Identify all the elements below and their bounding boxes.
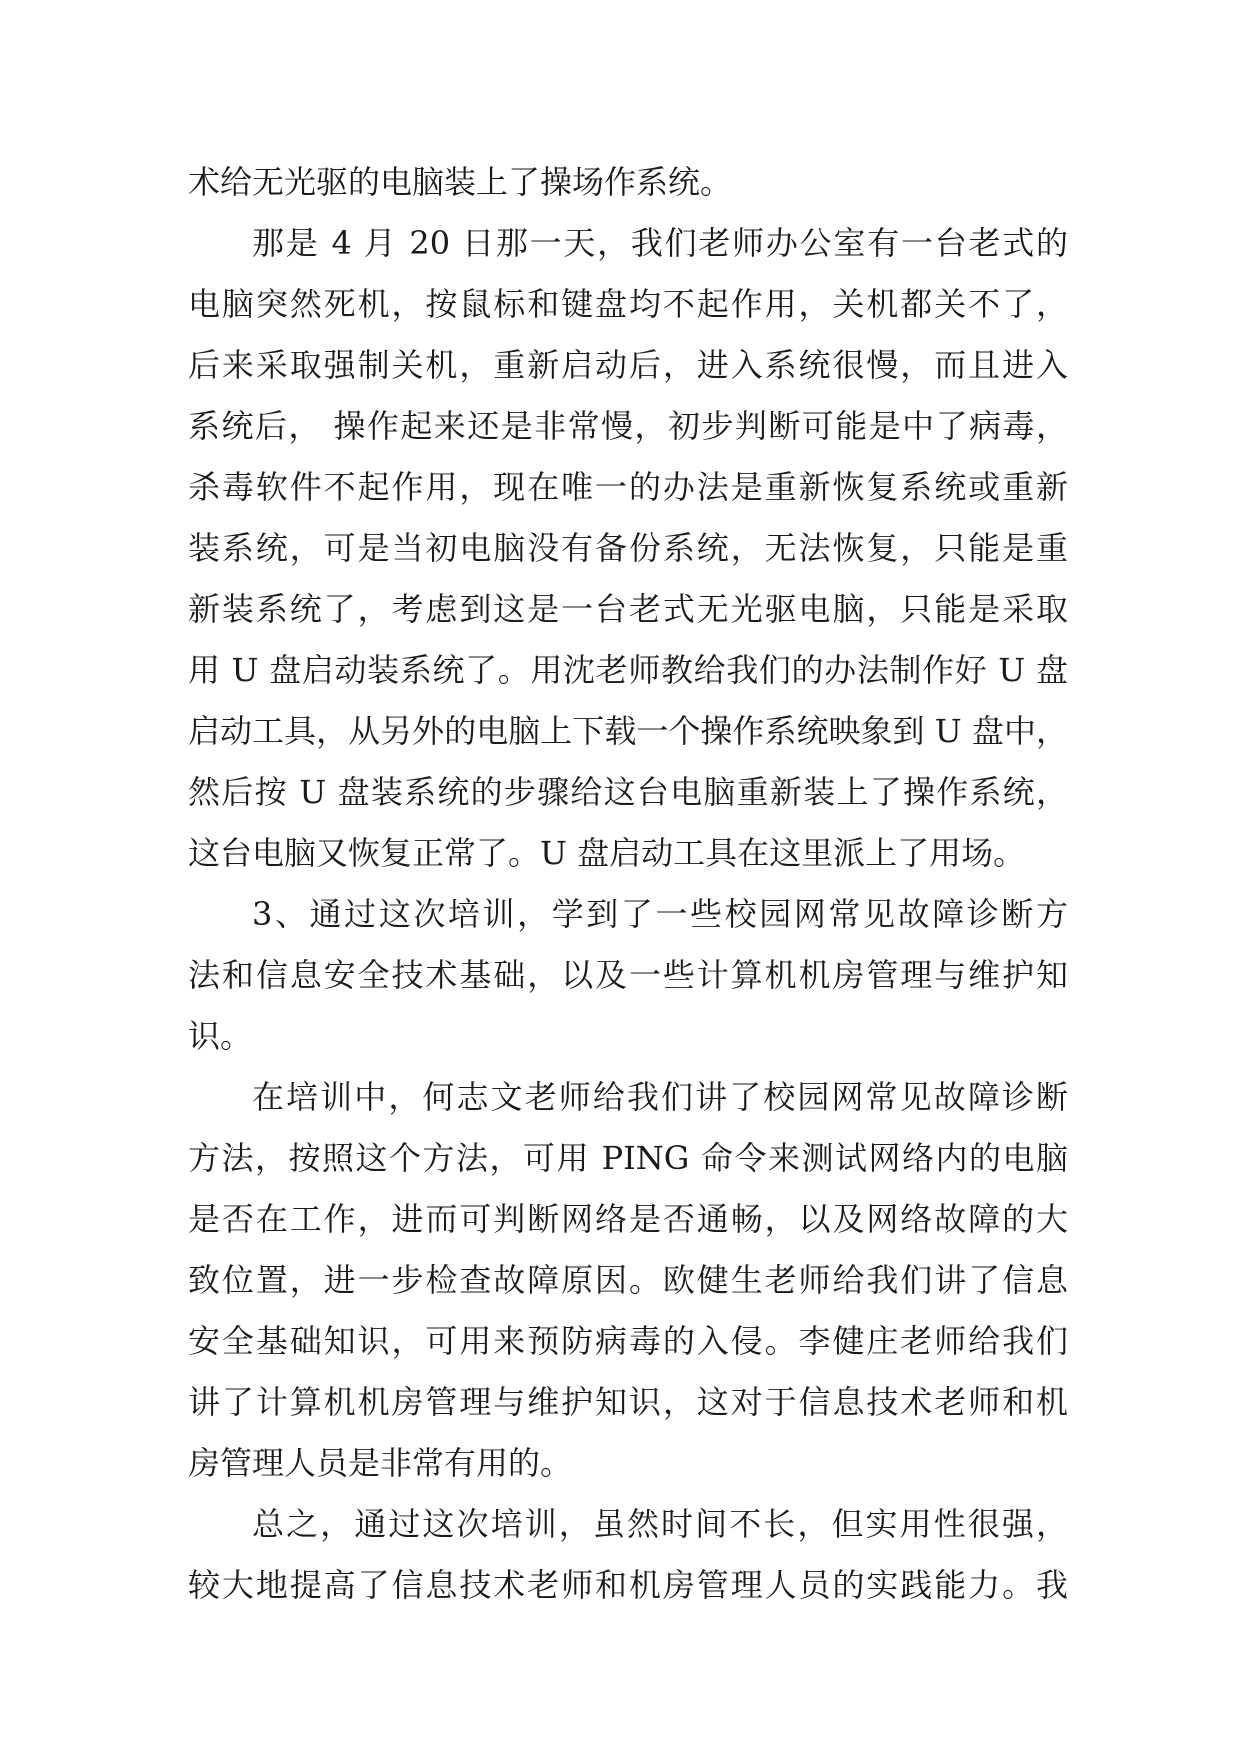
document-body [188,152,1068,1616]
paragraph-continued [188,152,1068,213]
paragraph-training [188,1067,1068,1494]
text-line: 是否在工作，进而可判断网络是否通畅，以及网络故障的大 [188,1200,1068,1238]
text-line: 较大地提高了信息技术老师和机房管理人员的实践能力。我 [188,1566,1068,1604]
text-line: 方法，按照这个方法，可用 PING 命令来测试网络内的电脑 [188,1139,1068,1177]
text-line: 新装系统了，考虑到这是一台老式无光驱电脑，只能是采取 [188,590,1068,628]
paragraph-item3 [188,884,1068,1067]
text-line: 杀毒软件不起作用，现在唯一的办法是重新恢复系统或重新 [188,468,1068,506]
text-line: 装系统，可是当初电脑没有备份系统，无法恢复，只能是重 [188,529,1068,567]
paragraph-summary [188,1494,1068,1616]
text-line: 在培训中，何志文老师给我们讲了校园网常见故障诊断 [252,1078,1068,1116]
text-line: 安全基础知识，可用来预防病毒的入侵。李健庄老师给我们 [188,1322,1068,1360]
text-line: 系统后， 操作起来还是非常慢，初步判断可能是中了病毒， [188,407,1068,445]
text-line: 这台电脑又恢复正常了。U 盘启动工具在这里派上了用场。 [188,834,1026,872]
text-line: 后来采取强制关机，重新启动后，进入系统很慢，而且进入 [188,346,1068,384]
text-line: 3、通过这次培训，学到了一些校园网常见故障诊断方 [252,895,1068,933]
paragraph-april20 [188,213,1068,884]
text-line: 致位置，进一步检查故障原因。欧健生老师给我们讲了信息 [188,1261,1068,1299]
text-line: 识。 [188,1017,253,1055]
text-line: 电脑突然死机，按鼠标和键盘均不起作用，关机都关不了， [188,285,1068,323]
text-line: 然后按 U 盘装系统的步骤给这台电脑重新装上了操作系统， [188,773,1068,811]
text-line: 房管理人员是非常有用的。 [188,1444,573,1482]
text-line: 术给无光驱的电脑装上了操场作系统。 [188,163,733,201]
text-line: 那是 4 月 20 日那一天，我们老师办公室有一台老式的 [252,224,1068,262]
text-line: 讲了计算机机房管理与维护知识，这对于信息技术老师和机 [188,1383,1068,1421]
text-line: 用 U 盘启动装系统了。用沈老师教给我们的办法制作好 U 盘 [188,651,1068,689]
text-line: 总之，通过这次培训，虽然时间不长，但实用性很强， [252,1505,1068,1543]
text-line: 法和信息安全技术基础，以及一些计算机机房管理与维护知 [188,956,1068,994]
text-line: 启动工具，从另外的电脑上下载一个操作系统映象到 U 盘中， [188,712,1068,750]
